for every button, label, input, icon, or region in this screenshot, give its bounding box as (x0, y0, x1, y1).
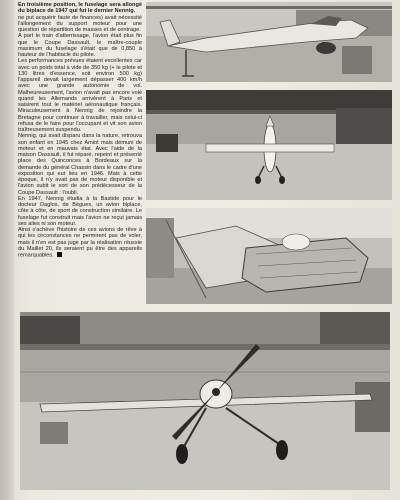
article-text-column (18, 2, 142, 314)
photo-fuselage-biplace (146, 208, 392, 304)
article-paragraph-3: Les performances prévues étaient excellentes car avec un poids total à vide de 350 kg (+ le pilote et 130 litres d'essence, soit environ 500 kg) l'appareil devait largement dépasser 400 km/h avec une grande autonomie de vol. Malheureusement, l'avion n'avait pas encore volé quand les Allemands arrivèrent à Paris et saisirent tout le matériel aéronautique français. Miraculeusement à Nennig de rejoindre la Bretagne pour continuer à travailler, mais celui-ci refusa de le faire pour l'occupant et vit son avion traîtreusement suspendu. (18, 58, 142, 133)
photo-caption: En troisième position, le fuselage sera allongé du biplace de 1947 qui fut le dernier Nennig. (18, 2, 142, 15)
article-paragraph-4: Nennig, qui avait disparu dans la nature, retrouva son enfant en 1945 chez Amiot mais démuni de moteur et en mauvais état. Avec l'aide de la maison Dassault, il fut réparé, repeint et présenté place des Quinconces à Bordeaux sur la demande du général Chassin dans le cadre d'une exposition qui eut lieu en 1946. Mais à cette époque, il n'y avait pas de moteur disponible et l'avion subit le sort de son prédécesseur de la Coupe Dassault : l'oubli. (18, 133, 142, 196)
photo-avion-hangar (146, 90, 392, 200)
photo-fuselage-allonge (146, 2, 392, 82)
end-of-article-mark (57, 252, 62, 257)
article-paragraph-5: En 1947, Nennig étudia à la Bastide pour le docteur Daglos, de Bègues, un avion biplace, côte à côte, de sport de construction similaire. Le fuselage fut construit mais l'avion ne reçut jamais ses ailes ni son moteur. (18, 195, 142, 227)
photo-avion-face-helice (20, 312, 390, 490)
article-paragraph-6: Ainsi s'achève l'histoire de ces avions de rêve à qui les circonstances ne permirent pas de voler, mais il n'en est pas juge par la réalisation réussie du Maillet 20, ils seraient pu être des appareils remarquables. (18, 227, 142, 259)
article-paragraph-2: A part le train d'atterrissage, l'avion était plus fin que le Coupe Dassault, le maître-couple maximum du fuselage s'était que de 0,850 à hauteur de l'habitacle du pilote. (18, 33, 142, 58)
article-paragraph-1: ne put acquérir faute de finances) avait nécessité l'allongement du support moteur pour une question de répartition de masses et de centrage. (18, 14, 142, 33)
page-fold-shadow (0, 0, 14, 500)
